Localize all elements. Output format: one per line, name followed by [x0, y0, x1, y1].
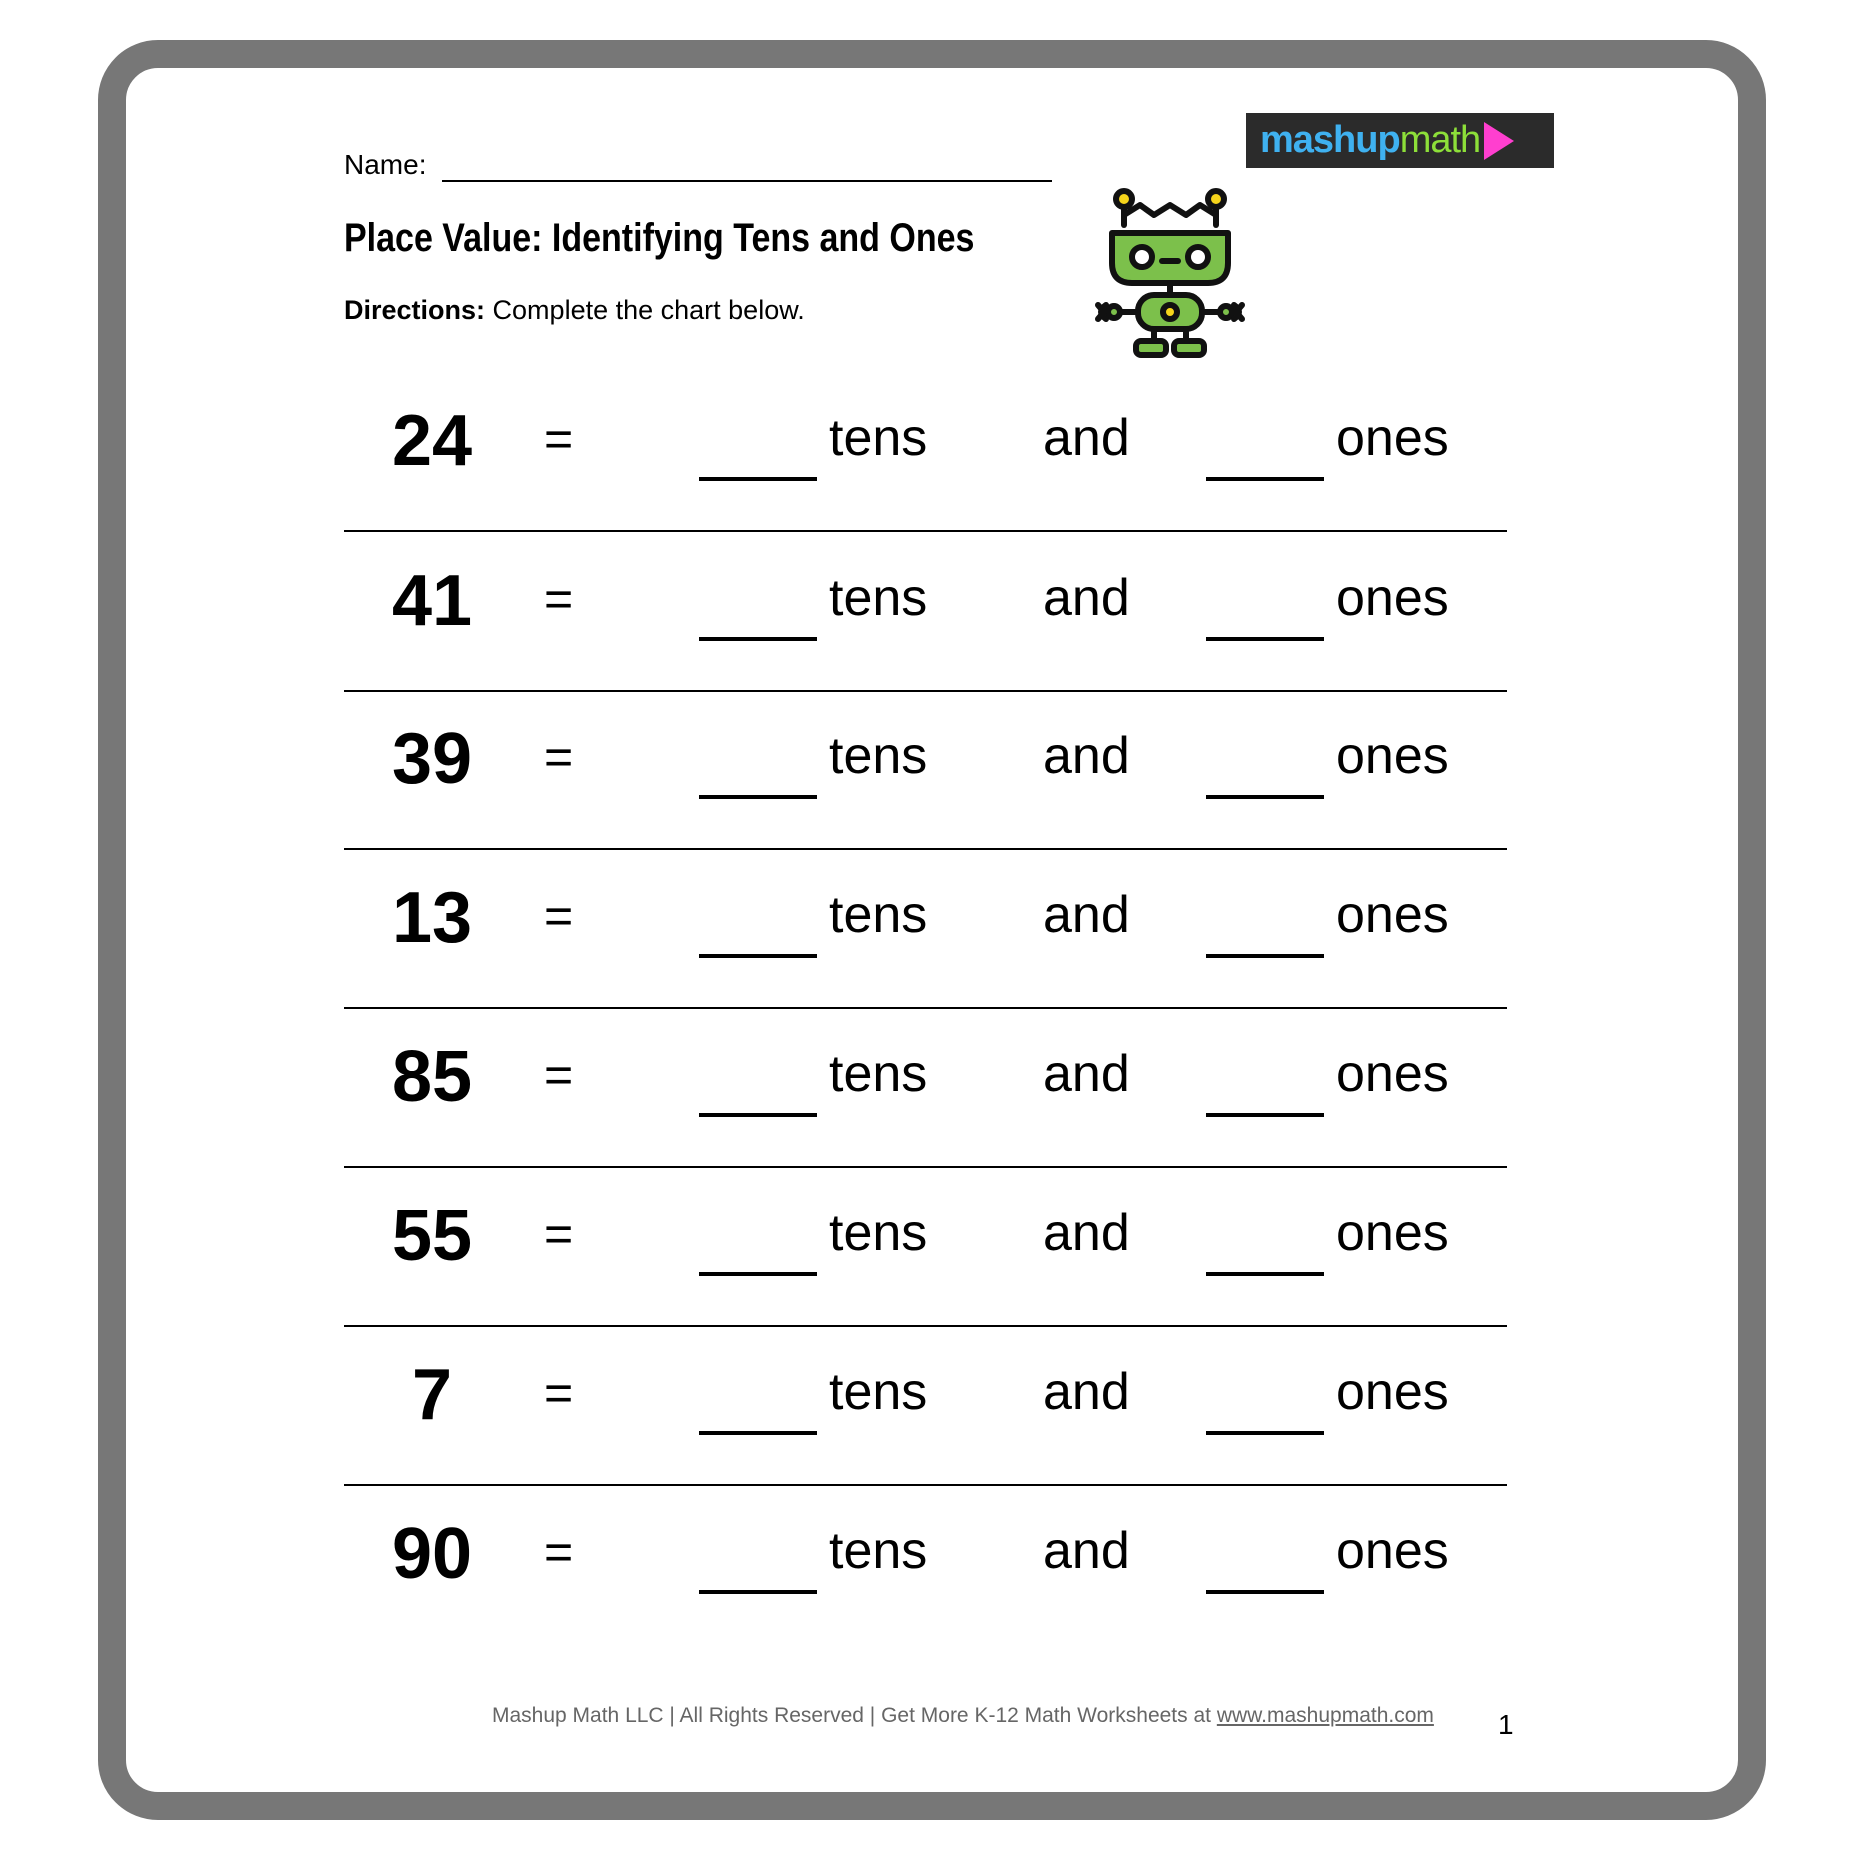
directions: [344, 295, 805, 326]
directions-text: Complete the chart below.: [492, 295, 805, 325]
tens-label: tens: [829, 727, 928, 785]
and-label: and: [1043, 1363, 1130, 1421]
tens-label: tens: [829, 1522, 928, 1580]
tens-answer-blank[interactable]: [699, 1590, 817, 1594]
tens-answer-blank[interactable]: [699, 795, 817, 799]
row-divider: [344, 848, 1507, 850]
tens-label: tens: [829, 886, 928, 944]
ones-answer-blank[interactable]: [1206, 637, 1324, 641]
ones-answer-blank[interactable]: [1206, 1431, 1324, 1435]
ones-answer-blank[interactable]: [1206, 1590, 1324, 1594]
and-label: and: [1043, 886, 1130, 944]
problem-row: [344, 540, 1507, 690]
problem-number: 55: [391, 1196, 473, 1276]
and-label: and: [1043, 1204, 1130, 1262]
ones-label: ones: [1336, 886, 1449, 944]
row-divider: [344, 1484, 1507, 1486]
equals-sign: =: [544, 1047, 574, 1103]
footer: [492, 1704, 1434, 1728]
logo-text-mashup: mashup: [1260, 119, 1400, 161]
row-divider: [344, 690, 1507, 692]
footer-link[interactable]: www.mashupmath.com: [1216, 1704, 1434, 1727]
problem-number: 13: [391, 878, 473, 958]
problem-number: 24: [391, 401, 473, 481]
and-label: and: [1043, 1045, 1130, 1103]
ones-label: ones: [1336, 1522, 1449, 1580]
row-divider: [344, 1007, 1507, 1009]
footer-text: Mashup Math LLC | All Rights Reserved | Get More K-12 Math Worksheets at: [492, 1704, 1217, 1727]
tens-answer-blank[interactable]: [699, 1431, 817, 1435]
and-label: and: [1043, 409, 1130, 467]
name-input-line[interactable]: [442, 180, 1052, 182]
ones-answer-blank[interactable]: [1206, 1113, 1324, 1117]
ones-label: ones: [1336, 1045, 1449, 1103]
problem-row: [344, 1016, 1507, 1166]
problem-number: 85: [391, 1037, 473, 1117]
ones-answer-blank[interactable]: [1206, 954, 1324, 958]
tens-label: tens: [829, 1363, 928, 1421]
row-divider: [344, 1325, 1507, 1327]
problem-row: [344, 380, 1507, 530]
ones-label: ones: [1336, 409, 1449, 467]
tens-answer-blank[interactable]: [699, 954, 817, 958]
tens-label: tens: [829, 1204, 928, 1262]
row-divider: [344, 530, 1507, 532]
page-number: 1: [1498, 1709, 1514, 1740]
logo-text-math: math: [1399, 119, 1481, 161]
ones-answer-blank[interactable]: [1206, 477, 1324, 481]
ones-label: ones: [1336, 569, 1449, 627]
mashupmath-logo: [1246, 113, 1554, 168]
equals-sign: =: [544, 411, 574, 467]
name-label: Name:: [344, 149, 427, 180]
and-label: and: [1043, 727, 1130, 785]
ones-label: ones: [1336, 1204, 1449, 1262]
tens-label: tens: [829, 1045, 928, 1103]
problem-row: [344, 1493, 1507, 1643]
problem-row: [344, 1334, 1507, 1484]
tens-label: tens: [829, 409, 928, 467]
ones-label: ones: [1336, 727, 1449, 785]
worksheet-title: Place Value: Identifying Tens and Ones: [344, 216, 975, 260]
problem-number: 90: [391, 1514, 473, 1594]
equals-sign: =: [544, 729, 574, 785]
row-divider: [344, 1166, 1507, 1168]
problem-number: 39: [391, 719, 473, 799]
equals-sign: =: [544, 888, 574, 944]
ones-label: ones: [1336, 1363, 1449, 1421]
play-icon: [1484, 122, 1514, 160]
tens-answer-blank[interactable]: [699, 1113, 817, 1117]
problem-row: [344, 698, 1507, 848]
problem-row: [344, 1175, 1507, 1325]
problem-number: 7: [411, 1355, 453, 1435]
ones-answer-blank[interactable]: [1206, 1272, 1324, 1276]
equals-sign: =: [544, 1524, 574, 1580]
problem-row: [344, 857, 1507, 1007]
equals-sign: =: [544, 1206, 574, 1262]
problem-number: 41: [391, 561, 473, 641]
tens-label: tens: [829, 569, 928, 627]
and-label: and: [1043, 1522, 1130, 1580]
directions-label: Directions:: [344, 295, 486, 325]
robot-icon: [1090, 185, 1250, 360]
equals-sign: =: [544, 571, 574, 627]
tens-answer-blank[interactable]: [699, 477, 817, 481]
ones-answer-blank[interactable]: [1206, 795, 1324, 799]
and-label: and: [1043, 569, 1130, 627]
equals-sign: =: [544, 1365, 574, 1421]
tens-answer-blank[interactable]: [699, 1272, 817, 1276]
tens-answer-blank[interactable]: [699, 637, 817, 641]
